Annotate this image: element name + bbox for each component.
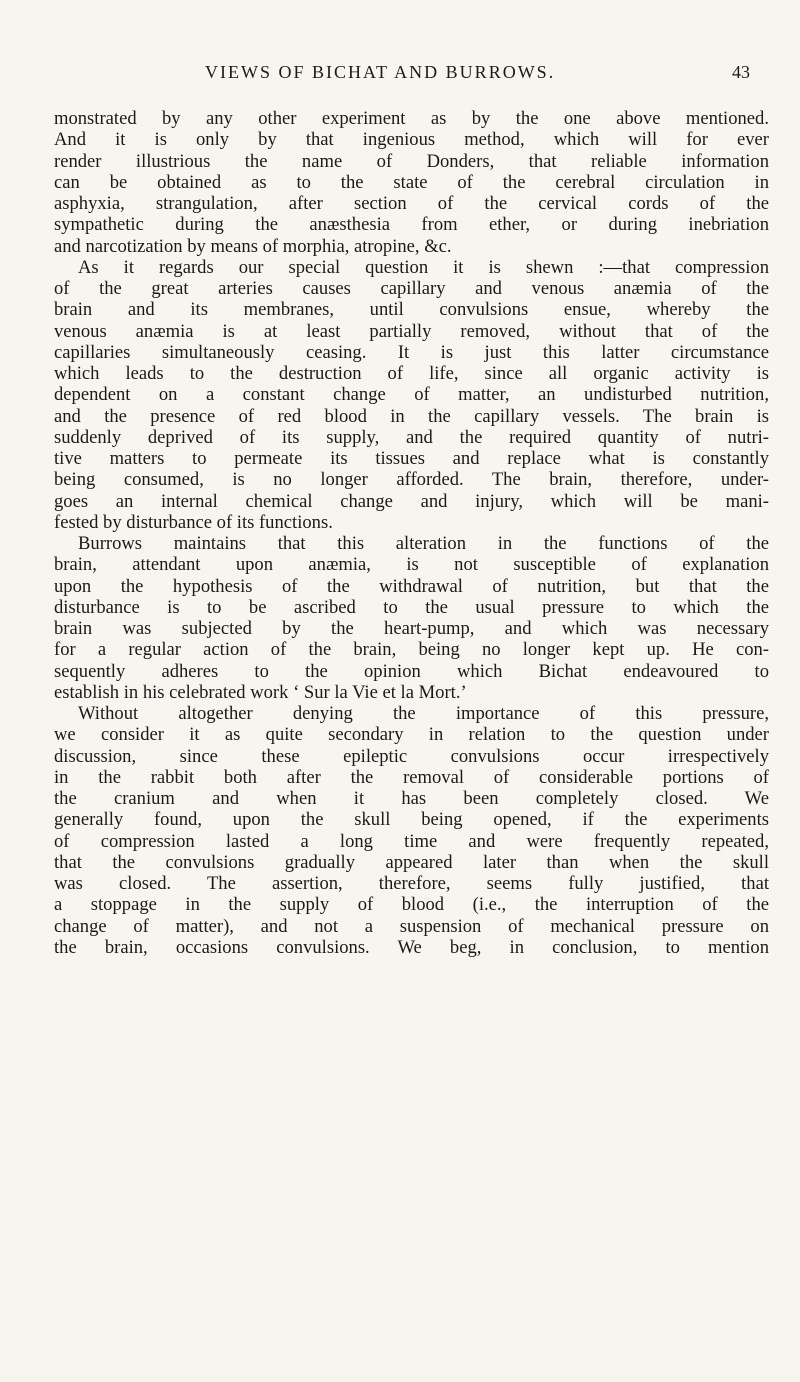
text-line: and the presence of red blood in the capillary vessels. The brain is	[54, 405, 769, 427]
text-line: As it regards our special question it is shewn :—that compression	[78, 256, 769, 278]
text-line: upon the hypothesis of the withdrawal of nutrition, but that the	[54, 575, 769, 597]
paragraph	[54, 108, 769, 257]
paragraph	[54, 533, 769, 703]
text-line: which leads to the destruction of life, since all organic activity is	[54, 363, 769, 384]
text-line: Burrows maintains that this alteration in the functions of the	[78, 533, 769, 554]
text-line: for a regular action of the brain, being no longer kept up. He con-	[54, 639, 769, 661]
text-line: the brain, occasions convulsions. We beg, in conclusion, to mention	[54, 936, 769, 958]
text-line: tive matters to permeate its tissues and replace what is constantly	[54, 448, 769, 469]
text-line: was closed. The assertion, therefore, seems fully justified, that	[54, 873, 769, 894]
text-line: dependent on a constant change of matter, an undisturbed nutrition,	[54, 384, 769, 406]
text-line: discussion, since these epileptic convulsions occur irrespectively	[54, 745, 769, 767]
text-line: brain, attendant upon anæmia, is not susceptible of explanation	[54, 554, 769, 576]
text-line: and narcotization by means of morphia, atropine, &c.	[54, 235, 452, 257]
text-line: disturbance is to be ascribed to the usual pressure to which the	[54, 596, 769, 618]
paragraph	[54, 703, 769, 958]
text-line: fested by disturbance of its functions.	[54, 511, 333, 533]
text-line: in the rabbit both after the removal of considerable portions of	[54, 766, 769, 788]
body-text	[54, 108, 769, 958]
text-line: establish in his celebrated work ‘ Sur la Vie et la Mort.’	[54, 681, 467, 703]
text-line: asphyxia, strangulation, after section of the cervical cords of the	[54, 193, 769, 214]
text-line: sequently adheres to the opinion which Bichat endeavoured to	[54, 660, 769, 682]
text-line: we consider it as quite secondary in relation to the question under	[54, 724, 769, 746]
text-line: the cranium and when it has been completely closed. We	[54, 788, 769, 809]
text-line: sympathetic during the anæsthesia from ether, or during inebriation	[54, 214, 769, 236]
text-line: goes an internal chemical change and injury, which will be mani-	[54, 490, 769, 512]
text-line: a stoppage in the supply of blood (i.e., the interruption of the	[54, 894, 769, 916]
text-line: render illustrious the name of Donders, that reliable information	[54, 150, 769, 172]
text-line: of the great arteries causes capillary and venous anæmia of the	[54, 278, 769, 299]
text-line: change of matter), and not a suspension of mechanical pressure on	[54, 915, 769, 937]
text-line: of compression lasted a long time and were frequently repeated,	[54, 830, 769, 852]
running-head-title: VIEWS OF BICHAT AND BURROWS.	[205, 62, 556, 82]
text-line: monstrated by any other experiment as by the one above mentioned.	[54, 108, 769, 129]
text-line: capillaries simultaneously ceasing. It is just this latter circumstance	[54, 341, 769, 363]
text-line: Without altogether denying the importance of this pressure,	[78, 703, 769, 724]
text-line: that the convulsions gradually appeared later than when the skull	[54, 851, 769, 873]
text-line: venous anæmia is at least partially removed, without that of the	[54, 320, 769, 342]
page-number: 43	[732, 62, 750, 82]
text-line: And it is only by that ingenious method, which will for ever	[54, 129, 769, 151]
paragraph	[54, 257, 769, 533]
text-line: brain was subjected by the heart-pump, and which was necessary	[54, 618, 769, 639]
running-head	[0, 62, 800, 92]
text-line: being consumed, is no longer afforded. The brain, therefore, under-	[54, 469, 769, 491]
text-line: brain and its membranes, until convulsions ensue, whereby the	[54, 299, 769, 321]
text-line: generally found, upon the skull being opened, if the experiments	[54, 809, 769, 831]
text-line: can be obtained as to the state of the cerebral circulation in	[54, 171, 769, 193]
text-line: suddenly deprived of its supply, and the required quantity of nutri-	[54, 426, 769, 448]
